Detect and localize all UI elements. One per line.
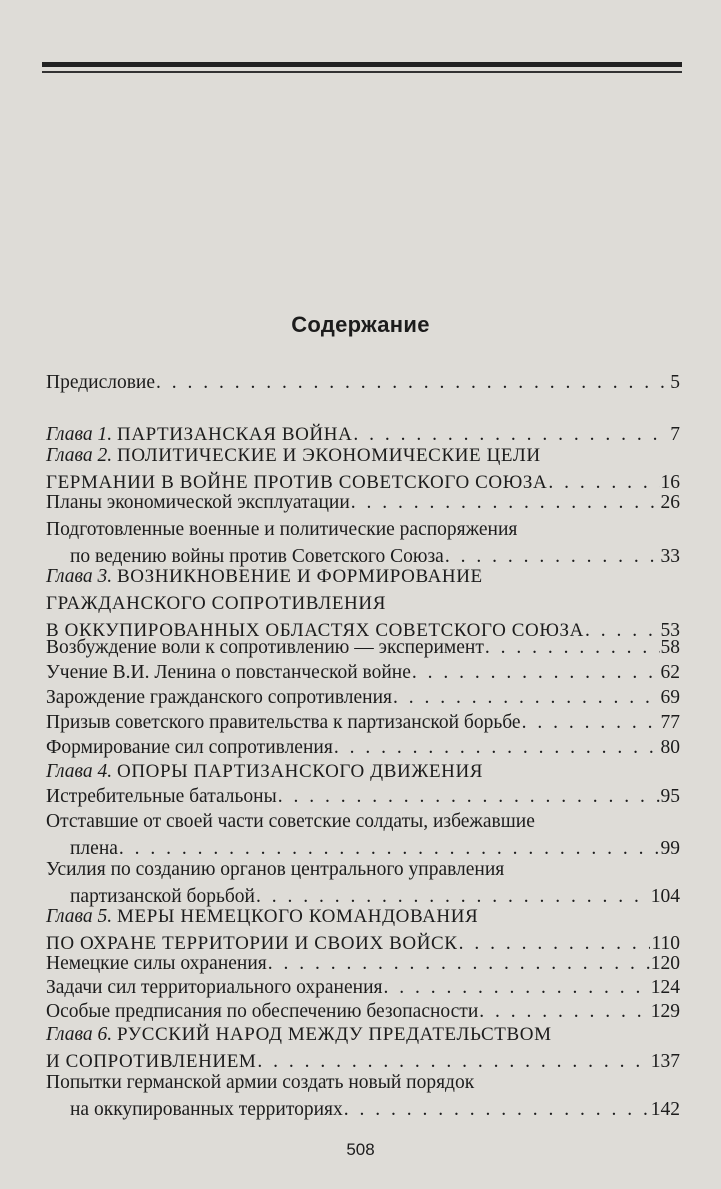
chapter-label: Глава 2.	[46, 445, 113, 466]
toc-entry-title: Возбуждение воли к сопротивлению — эксперимент	[46, 637, 484, 658]
toc-page-number: 104	[650, 886, 680, 907]
chapter-title-cont: В ОККУПИРОВАННЫХ ОБЛАСТЯХ СОВЕТСКОГО СОЮЗА	[46, 620, 584, 641]
leader-dots	[344, 1096, 650, 1123]
leader-dots	[383, 974, 649, 1001]
toc-entry-title: Особые предписания по обеспечению безопасности	[46, 1001, 479, 1022]
toc-page-number: 120	[650, 953, 680, 974]
chapter-label: Глава 5.	[46, 906, 113, 927]
toc-page-number: 26	[660, 492, 680, 513]
header-rule-thin	[42, 71, 682, 73]
toc-entry-section	[46, 783, 680, 810]
chapter-title-cont: ПО ОХРАНЕ ТЕРРИТОРИИ И СВОИХ ВОЙСК	[46, 933, 458, 954]
toc-entry-preface	[46, 369, 680, 396]
leader-dots	[522, 709, 660, 736]
toc-page-number: 62	[660, 662, 680, 683]
toc-page-number: 5	[670, 372, 680, 393]
toc-page-number: 77	[660, 712, 680, 733]
toc-page-number: 58	[660, 637, 680, 658]
chapter-title: ОПОРЫ ПАРТИЗАНСКОГО ДВИЖЕНИЯ	[117, 761, 484, 782]
leader-dots	[485, 634, 660, 661]
toc-entry-title: Отставшие от своей части советские солдаты, избежавшие	[46, 811, 535, 832]
toc-entry-title-cont: партизанской борьбой	[70, 886, 255, 907]
toc-entry-section	[46, 974, 680, 1001]
toc-entry-chapter-5	[46, 903, 680, 957]
toc-entry-title: Призыв советского правительства к партизанской борьбе	[46, 712, 521, 733]
toc-entry-section	[46, 684, 680, 711]
toc-page-number: 137	[650, 1051, 680, 1072]
toc-page-number: 7	[670, 424, 680, 445]
toc-page-number: 33	[660, 546, 680, 567]
toc-entry-section	[46, 808, 680, 862]
leader-dots	[393, 684, 659, 711]
toc-entry-section	[46, 516, 680, 570]
toc-page-number: 124	[650, 977, 680, 998]
toc-entry-title: Зарождение гражданского сопротивления	[46, 687, 393, 708]
chapter-title-cont: ГЕРМАНИИ В ВОЙНЕ ПРОТИВ СОВЕТСКОГО СОЮЗА	[46, 472, 548, 493]
toc-entry-title: Истребительные батальоны	[46, 786, 277, 807]
leader-dots	[351, 489, 660, 516]
chapter-title-cont: И СОПРОТИВЛЕНИЕМ	[46, 1051, 257, 1072]
toc-entry-chapter-3	[46, 563, 680, 644]
toc-entry-title: Немецкие силы охранения	[46, 953, 267, 974]
toc-page-number: 16	[660, 472, 680, 493]
toc-entry-title: Усилия по созданию органов центрального управления	[46, 859, 505, 880]
chapter-title: ПОЛИТИЧЕСКИЕ И ЭКОНОМИЧЕСКИЕ ЦЕЛИ	[117, 445, 541, 466]
leader-dots	[278, 783, 660, 810]
toc-entry-title: Формирование сил сопротивления	[46, 737, 333, 758]
toc-entry-title-cont: по ведению войны против Советского Союза	[70, 546, 444, 567]
toc-entry-section	[46, 950, 680, 977]
toc-entry-chapter-4	[46, 758, 680, 785]
leader-dots	[156, 369, 669, 396]
toc-entry-chapter-6	[46, 1021, 680, 1075]
chapter-title-cont: ГРАЖДАНСКОГО СОПРОТИВЛЕНИЯ	[46, 593, 386, 614]
toc-page-number: 129	[650, 1001, 680, 1022]
toc-entry-title: Попытки германской армии создать новый порядок	[46, 1072, 475, 1093]
leader-dots	[268, 950, 650, 977]
leader-dots	[334, 734, 660, 761]
chapter-label: Глава 3.	[46, 566, 113, 587]
toc-page-number: 99	[660, 838, 680, 859]
toc-entry-title: Предисловие	[46, 372, 156, 393]
toc-page-number: 142	[650, 1099, 680, 1120]
toc-entry-title: Задачи сил территориального охранения	[46, 977, 383, 998]
chapter-label: Глава 1.	[46, 424, 113, 445]
toc-entry-section	[46, 734, 680, 761]
toc-entry-title-cont: плена	[70, 838, 118, 859]
page-number: 508	[346, 1140, 375, 1159]
leader-dots	[412, 659, 660, 686]
toc-page-number: 80	[660, 737, 680, 758]
chapter-label: Глава 6.	[46, 1024, 113, 1045]
chapter-title: РУССКИЙ НАРОД МЕЖДУ ПРЕДАТЕЛЬСТВОМ	[117, 1024, 552, 1045]
toc-entry-title: Подготовленные военные и политические распоряжения	[46, 519, 518, 540]
toc-page-number: 69	[660, 687, 680, 708]
toc-entry-section	[46, 856, 680, 910]
toc-entry-chapter-2	[46, 442, 680, 496]
toc-entry-section	[46, 659, 680, 686]
toc-entry-section	[46, 634, 680, 661]
chapter-label: Глава 4.	[46, 761, 113, 782]
header-rule-thick	[42, 62, 682, 67]
toc-entry-section	[46, 709, 680, 736]
toc-entry-section	[46, 1069, 680, 1123]
chapter-title: МЕРЫ НЕМЕЦКОГО КОМАНДОВАНИЯ	[117, 906, 479, 927]
toc-heading: Содержание	[291, 312, 430, 337]
chapter-title: ПАРТИЗАНСКАЯ ВОЙНА	[117, 424, 353, 445]
toc-entry-title: Планы экономической эксплуатации	[46, 492, 350, 513]
toc-entry-section	[46, 489, 680, 516]
toc-entry-title-cont: на оккупированных территориях	[70, 1099, 343, 1120]
chapter-title: ВОЗНИКНОВЕНИЕ И ФОРМИРОВАНИЕ	[117, 566, 483, 587]
toc-page-number: 110	[651, 933, 680, 954]
toc-page-number: 53	[660, 620, 680, 641]
toc-entry-title: Учение В.И. Ленина о повстанческой войне	[46, 662, 411, 683]
toc-page-number: 95	[660, 786, 680, 807]
